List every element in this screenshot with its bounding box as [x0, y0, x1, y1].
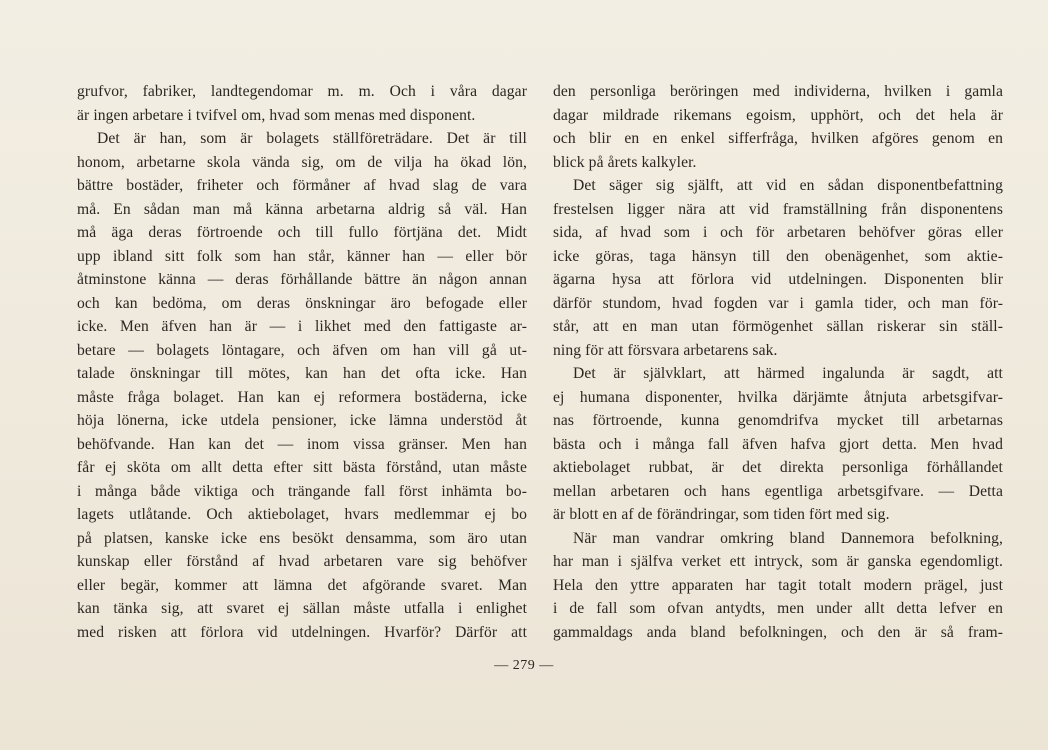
text-line: grufvor, fabriker, landtegendomar m. m. Och i våra dagar: [77, 83, 527, 100]
text-line: bästa och i många fall äfven hafva gjort detta. Men hvad: [553, 435, 1003, 453]
text-line: kan tänka sig, att svaret ej sällan måste utfalla i enlighet: [77, 600, 527, 617]
text-line: sida, af hvad som i och för arbetaren behöfver göras eller: [553, 224, 1003, 241]
text-line: i de fall som ofvan antydts, men under allt detta lefver en: [553, 600, 1003, 617]
text-line: nas förtroende, kunna genomdrifva mycket till arbetarnas: [553, 412, 1003, 429]
text-line: Det är självklart, att härmed ingalunda är sagdt, att: [573, 365, 1003, 382]
text-line: ägarna hysa att förlora vid utdelningen. Disponenten blir: [553, 271, 1003, 288]
text-line: Det är han, som är bolagets ställföreträdare. Det är till: [97, 130, 527, 147]
text-line: med risken att förlora vid utdelningen. Hvarför? Därför att: [77, 623, 527, 641]
text-line: i många både viktiga och trängande fall först inhämta bo-: [77, 482, 527, 500]
text-line: står, att en man utan förmögenhet sällan riskerar sin ställ-: [553, 318, 1003, 335]
text-line: Hela den yttre apparaten har tagit totalt modern prägel, just: [553, 576, 1003, 594]
text-line: aktiebolaget rubbat, är det direkta personliga förhållandet: [553, 459, 1003, 476]
text-line: på platsen, kanske icke ens besökt densamma, som äro utan: [77, 529, 527, 547]
text-line: bättre bostäder, friheter och förmåner af hvad slag de vara: [77, 177, 527, 194]
text-line: upp ibland sitt folk som han står, känner han — eller bör: [77, 247, 527, 265]
page-number: — 279 —: [494, 658, 554, 673]
text-line: gammaldags anda bland befolkningen, och den är så fram-: [553, 623, 1003, 641]
right-text-column: [553, 80, 1003, 644]
text-line: ning för att försvara arbetarens sak.: [553, 341, 778, 359]
text-line: den personliga beröringen med individerna, hvilken i gamla: [553, 83, 1003, 100]
text-line: Det säger sig själft, att vid en sådan disponentbefattning: [573, 177, 1003, 194]
text-line: betare — bolagets löntagare, och äfven om han vill gå ut-: [77, 341, 527, 359]
text-line: kunskap eller förstånd af hvad arbetaren vare sig behöfver: [77, 553, 527, 570]
text-line: eller begär, kommer att lämna det afgörande svaret. Man: [77, 576, 527, 594]
text-line: lagets utlåtande. Och aktiebolaget, hvars medlemmar ej bo: [77, 506, 527, 523]
text-line: När man vandrar omkring bland Dannemora befolkning,: [573, 529, 1003, 547]
text-line: behöfvande. Han kan det — inom vissa gränser. Men han: [77, 435, 527, 453]
text-line: därför stundom, hvad fogden var i gamla tider, och man för-: [553, 294, 1003, 312]
text-line: blick på årets kalkyler.: [553, 153, 697, 171]
text-line: har man i själfva verket ett intryck, som är ganska egendomligt.: [553, 553, 1003, 570]
text-line: må äga deras förtroende och till fullo förtjäna det. Midt: [77, 224, 527, 241]
text-line: honom, arbetarne skola vända sig, om de vilja ha ökad lön,: [77, 153, 527, 171]
text-line: och blir en en enkel sifferfråga, hvilken afgöres genom en: [553, 130, 1003, 147]
text-line: icke. Men äfven han är — i likhet med den fattigaste ar-: [77, 318, 527, 335]
text-line: må. En sådan man må känna arbetarna aldrig så väl. Han: [77, 200, 527, 218]
text-line: frestelsen ligger nära att vid framställning från disponentens: [553, 200, 1003, 218]
text-line: är blott en af de förändringar, som tiden fört med sig.: [553, 506, 890, 523]
text-line: icke göras, taga hänsyn till den obenägenhet, som aktie-: [553, 247, 1003, 265]
left-text-column: [77, 80, 527, 644]
text-line: och kan bedöma, om deras önskningar äro befogade eller: [77, 294, 527, 312]
text-line: åtminstone känna — deras förhållande bättre än någon annan: [77, 271, 527, 288]
text-line: får ej sköta om allt detta efter sitt bästa förstånd, utan måste: [77, 459, 527, 476]
text-line: dagar mildrade rikemans egoism, upphört, och det hela är: [553, 106, 1003, 124]
text-line: måste fråga bolaget. Han kan ej reformera bostäderna, icke: [77, 388, 527, 406]
text-line: är ingen arbetare i tvifvel om, hvad som menas med disponent.: [77, 106, 476, 124]
text-line: ej humana disponenter, hvilka därjämte åtnjuta arbetsgifvar-: [553, 388, 1003, 406]
text-line: talade önskningar till mötes, kan han det ofta icke. Han: [77, 365, 527, 382]
text-line: mellan arbetaren och hans egentliga arbetsgifvare. — Detta: [553, 482, 1003, 500]
text-line: höja lönerna, icke utdela pensioner, icke lämna understöd åt: [77, 412, 527, 429]
